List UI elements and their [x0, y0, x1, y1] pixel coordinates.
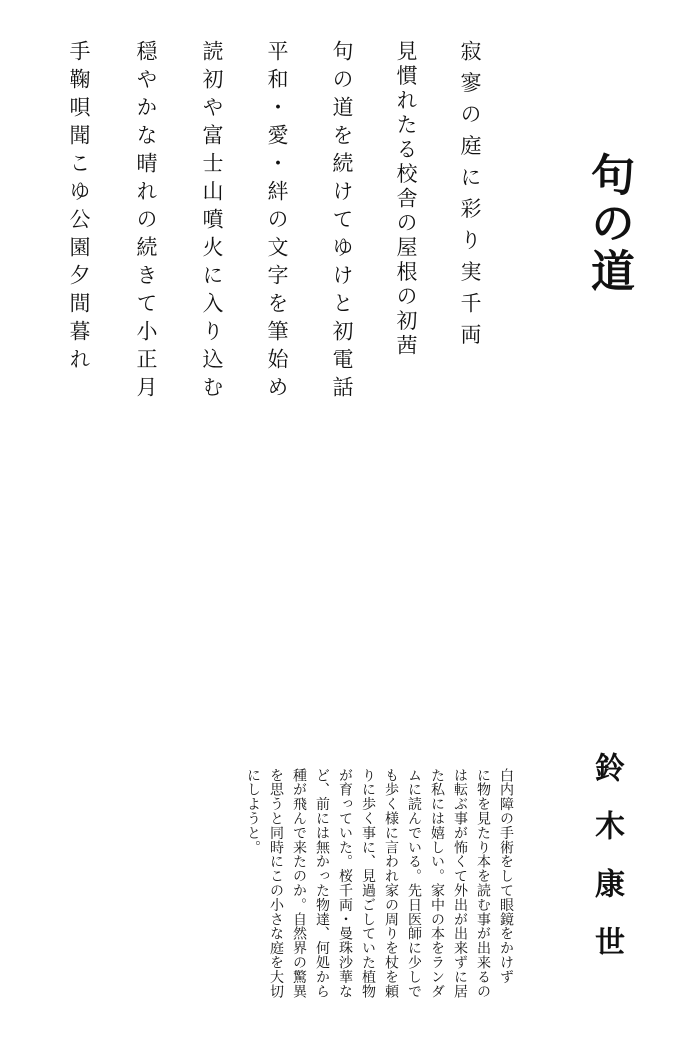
prose-line: りに歩く事に、見過ごしていた植物 [360, 768, 376, 999]
prose-block [225, 768, 517, 1044]
haiku-line-6: 穏やかな晴れの続きて小正月 [134, 40, 158, 404]
haiku-line-5: 読初や富士山噴火に入り込む [200, 40, 224, 404]
prose-line: ムに読んでいる。先日医師に少しで [406, 768, 422, 999]
prose-line: も歩く様に言われ家の周りを杖を頼 [383, 768, 399, 999]
haiku-line-4: 平和・愛・絆の文字を筆始め [265, 40, 289, 404]
prose-line: ど、前には無かった物達、何処から [314, 768, 330, 999]
prose-line: にしようと。 [245, 768, 261, 855]
page-title: 句の道 [583, 152, 634, 296]
haiku-line-7: 手鞠唄聞こゆ公園夕間暮れ [67, 40, 91, 376]
haiku-line-3: 句の道を続けてゆけと初電話 [330, 40, 354, 404]
prose-line: を思うと同時にこの小さな庭を大切 [268, 768, 284, 999]
author-name: 鈴木康世 [589, 752, 624, 984]
haiku-line-1: 寂寥の庭に彩り実千両 [458, 40, 482, 355]
prose-line: 種が飛んで来たのか。自然界の驚異 [291, 768, 307, 999]
prose-line: が育っていた。桜千両・曼珠沙華な [337, 768, 353, 999]
prose-line: 白内障の手術をして眼鏡をかけず [498, 768, 514, 984]
prose-line: た私には嬉しい。家中の本をランダ [429, 768, 445, 999]
haiku-line-2: 見慣れたる校舎の屋根の初茜 [394, 40, 418, 359]
prose-line: は転ぶ事が怖くて外出が出来ずに居 [452, 768, 468, 999]
prose-line: に物を見たり本を読む事が出来るの [475, 768, 491, 999]
